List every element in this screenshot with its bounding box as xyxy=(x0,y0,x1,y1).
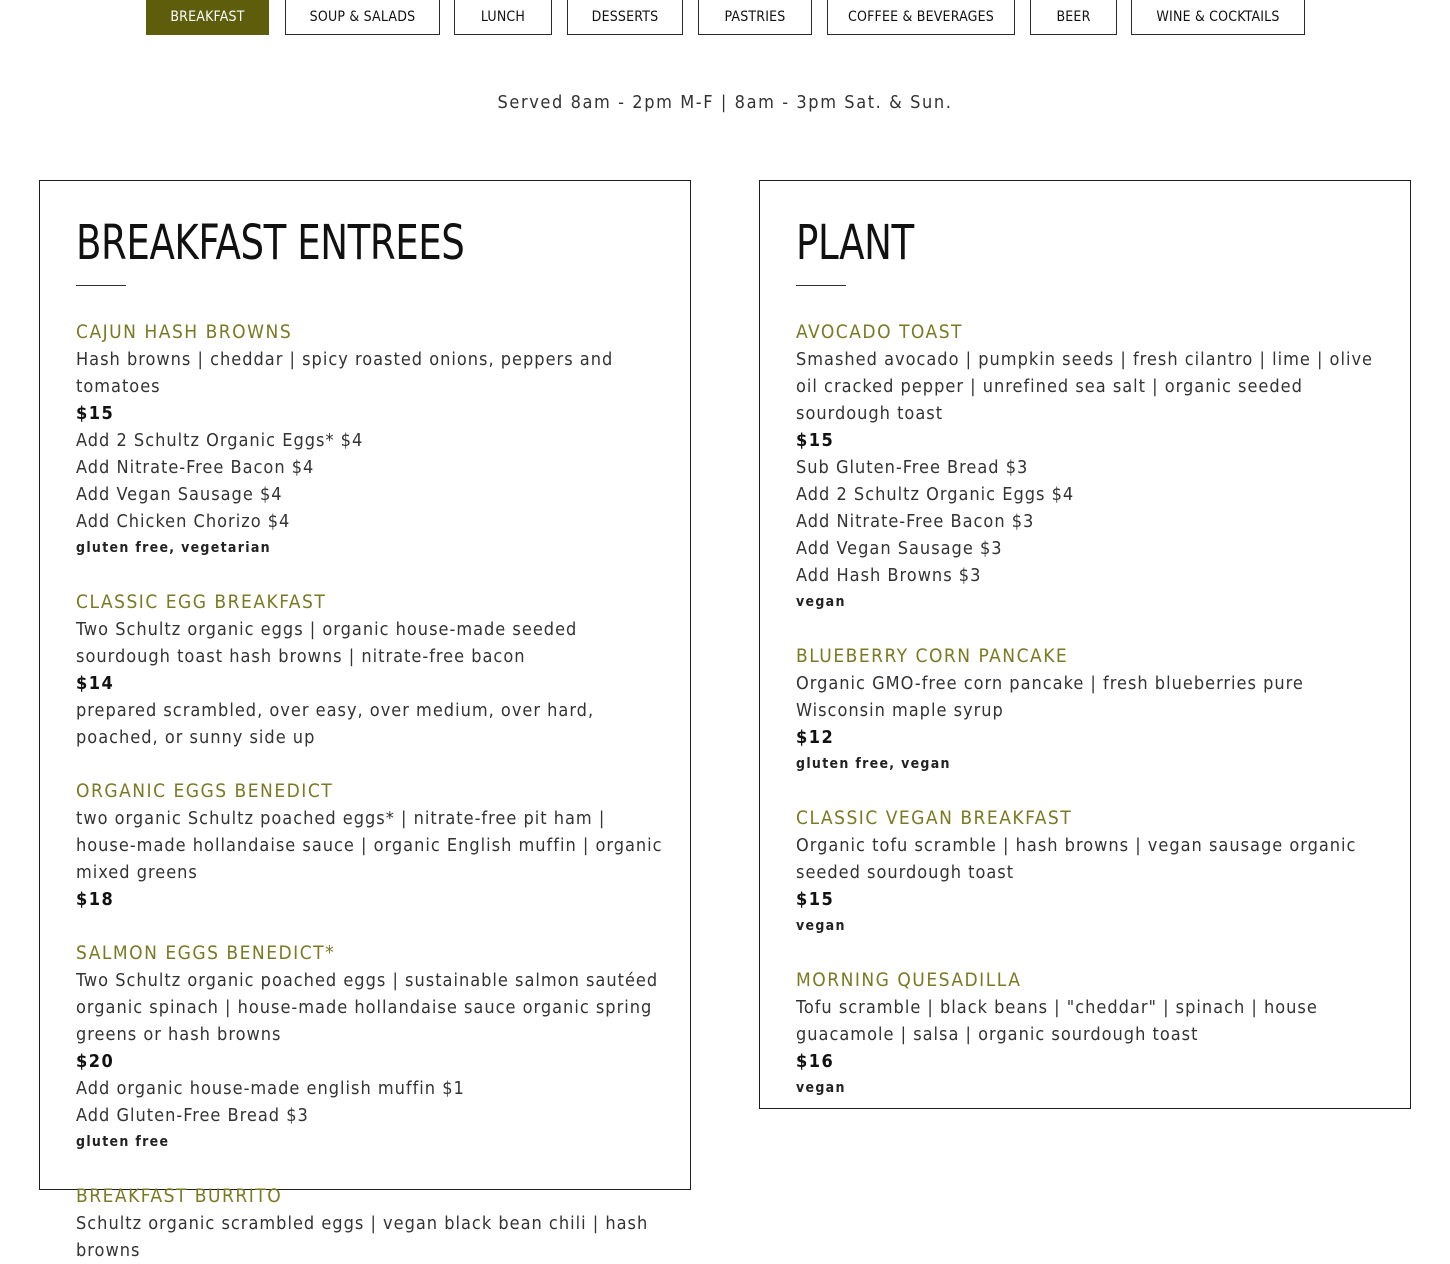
menu-item-dietary-tags: gluten free, vegan xyxy=(796,756,951,772)
menu-item xyxy=(76,1183,666,1264)
title-divider xyxy=(796,285,846,286)
menu-item xyxy=(796,967,1386,1102)
menu-item xyxy=(796,319,1386,616)
menu-item-name: CLASSIC VEGAN BREAKFAST xyxy=(796,807,1073,829)
tab-coffee-beverages[interactable]: COFFEE & BEVERAGES xyxy=(827,0,1015,35)
tab-lunch[interactable]: LUNCH xyxy=(454,0,552,35)
menu-item-addon: Add Nitrate-Free Bacon $3 xyxy=(796,511,1035,532)
menu-item-name: CAJUN HASH BROWNS xyxy=(76,321,293,343)
menu-item xyxy=(76,319,666,562)
menu-item xyxy=(76,940,666,1156)
menu-item-dietary-tags: vegan xyxy=(796,594,846,610)
menu-item-description: Smashed avocado | pumpkin seeds | fresh cilantro | lime | olive oil cracked pepper | unrefined sea salt | organic seeded sourdough toast xyxy=(796,349,1374,424)
menu-item-price: $18 xyxy=(76,889,115,910)
menu-item xyxy=(76,778,666,913)
menu-item-description: Two Schultz organic eggs | organic house-made seeded sourdough toast hash browns | nitrate-free bacon xyxy=(76,619,578,667)
menu-item-description: Schultz organic scrambled eggs | vegan black bean chili | hash browns xyxy=(76,1213,649,1261)
menu-item-addon: Add Hash Browns $3 xyxy=(796,565,982,586)
menu-item xyxy=(796,643,1386,778)
tab-beer[interactable]: BEER xyxy=(1030,0,1117,35)
menu-item-addon: Add Vegan Sausage $3 xyxy=(796,538,1003,559)
menu-item-addon: Add Nitrate-Free Bacon $4 xyxy=(76,457,315,478)
title-divider xyxy=(76,285,126,286)
menu-item-description: two organic Schultz poached eggs* | nitrate-free pit ham | house-made hollandaise sauce | organic English muffin | organic mixed greens xyxy=(76,808,663,883)
menu-item-dietary-tags: gluten free, vegetarian xyxy=(76,540,271,556)
menu-item-price: $14 xyxy=(76,673,115,694)
menu-section-plant xyxy=(759,180,1411,1109)
menu-item-addon: prepared scrambled, over easy, over medium, over hard, poached, or sunny side up xyxy=(76,700,595,748)
tab-soup-salads[interactable]: SOUP & SALADS xyxy=(285,0,440,35)
menu-item-addon: Sub Gluten-Free Bread $3 xyxy=(796,457,1029,478)
menu-item-name: MORNING QUESADILLA xyxy=(796,969,1022,991)
menu-item-dietary-tags: vegan xyxy=(796,1080,846,1096)
menu-item-addon: Add organic house-made english muffin $1 xyxy=(76,1078,465,1099)
menu-item-dietary-tags: gluten free xyxy=(76,1134,170,1150)
menu-item-addon: Add 2 Schultz Organic Eggs $4 xyxy=(796,484,1075,505)
menu-item-description: Tofu scramble | black beans | "cheddar" | spinach | house guacamole | salsa | organic sourdough toast xyxy=(796,997,1318,1045)
menu-item-addon: Add Chicken Chorizo $4 xyxy=(76,511,291,532)
menu-item-dietary-tags: vegan xyxy=(796,918,846,934)
tab-pastries[interactable]: PASTRIES xyxy=(698,0,812,35)
menu-item-price: $20 xyxy=(76,1051,115,1072)
service-hours: Served 8am - 2pm M-F | 8am - 3pm Sat. & Sun. xyxy=(497,92,953,113)
menu-item-addon: Add Gluten-Free Bread $3 xyxy=(76,1105,309,1126)
tab-desserts[interactable]: DESSERTS xyxy=(567,0,683,35)
menu-item-name: CLASSIC EGG BREAKFAST xyxy=(76,591,327,613)
menu-item-name: AVOCADO TOAST xyxy=(796,321,963,343)
menu-item-name: BREAKFAST BURRITO xyxy=(76,1185,283,1207)
section-title: BREAKFAST ENTREES xyxy=(76,215,465,271)
menu-item-price: $15 xyxy=(796,889,835,910)
menu-item-description: Hash browns | cheddar | spicy roasted onions, peppers and tomatoes xyxy=(76,349,614,397)
menu-item-description: Organic GMO-free corn pancake | fresh blueberries pure Wisconsin maple syrup xyxy=(796,673,1304,721)
menu-item-name: SALMON EGGS BENEDICT* xyxy=(76,942,336,964)
menu-item-name: BLUEBERRY CORN PANCAKE xyxy=(796,645,1069,667)
menu-item-description: Organic tofu scramble | hash browns | vegan sausage organic seeded sourdough toast xyxy=(796,835,1357,883)
menu-item-addon: Add Vegan Sausage $4 xyxy=(76,484,283,505)
menu-item-description: Two Schultz organic poached eggs | sustainable salmon sautéed organic spinach | house-made hollandaise sauce organic spring greens or hash browns xyxy=(76,970,659,1045)
menu-item-price: $16 xyxy=(796,1051,835,1072)
menu-item-addon: Add 2 Schultz Organic Eggs* $4 xyxy=(76,430,364,451)
menu-item-price: $15 xyxy=(76,403,115,424)
menu-item-name: ORGANIC EGGS BENEDICT xyxy=(76,780,334,802)
section-content xyxy=(76,215,666,1264)
tab-breakfast[interactable]: BREAKFAST xyxy=(146,0,269,35)
menu-item xyxy=(796,805,1386,940)
section-title: PLANT xyxy=(796,215,914,271)
menu-item-price: $15 xyxy=(796,430,835,451)
tab-wine-cocktails[interactable]: WINE & COCKTAILS xyxy=(1131,0,1305,35)
menu-category-tabs xyxy=(0,0,1450,36)
menu-item-price: $12 xyxy=(796,727,835,748)
menu-item xyxy=(76,589,666,751)
section-content xyxy=(796,215,1386,1102)
menu-section-breakfast-entrees xyxy=(39,180,691,1261)
